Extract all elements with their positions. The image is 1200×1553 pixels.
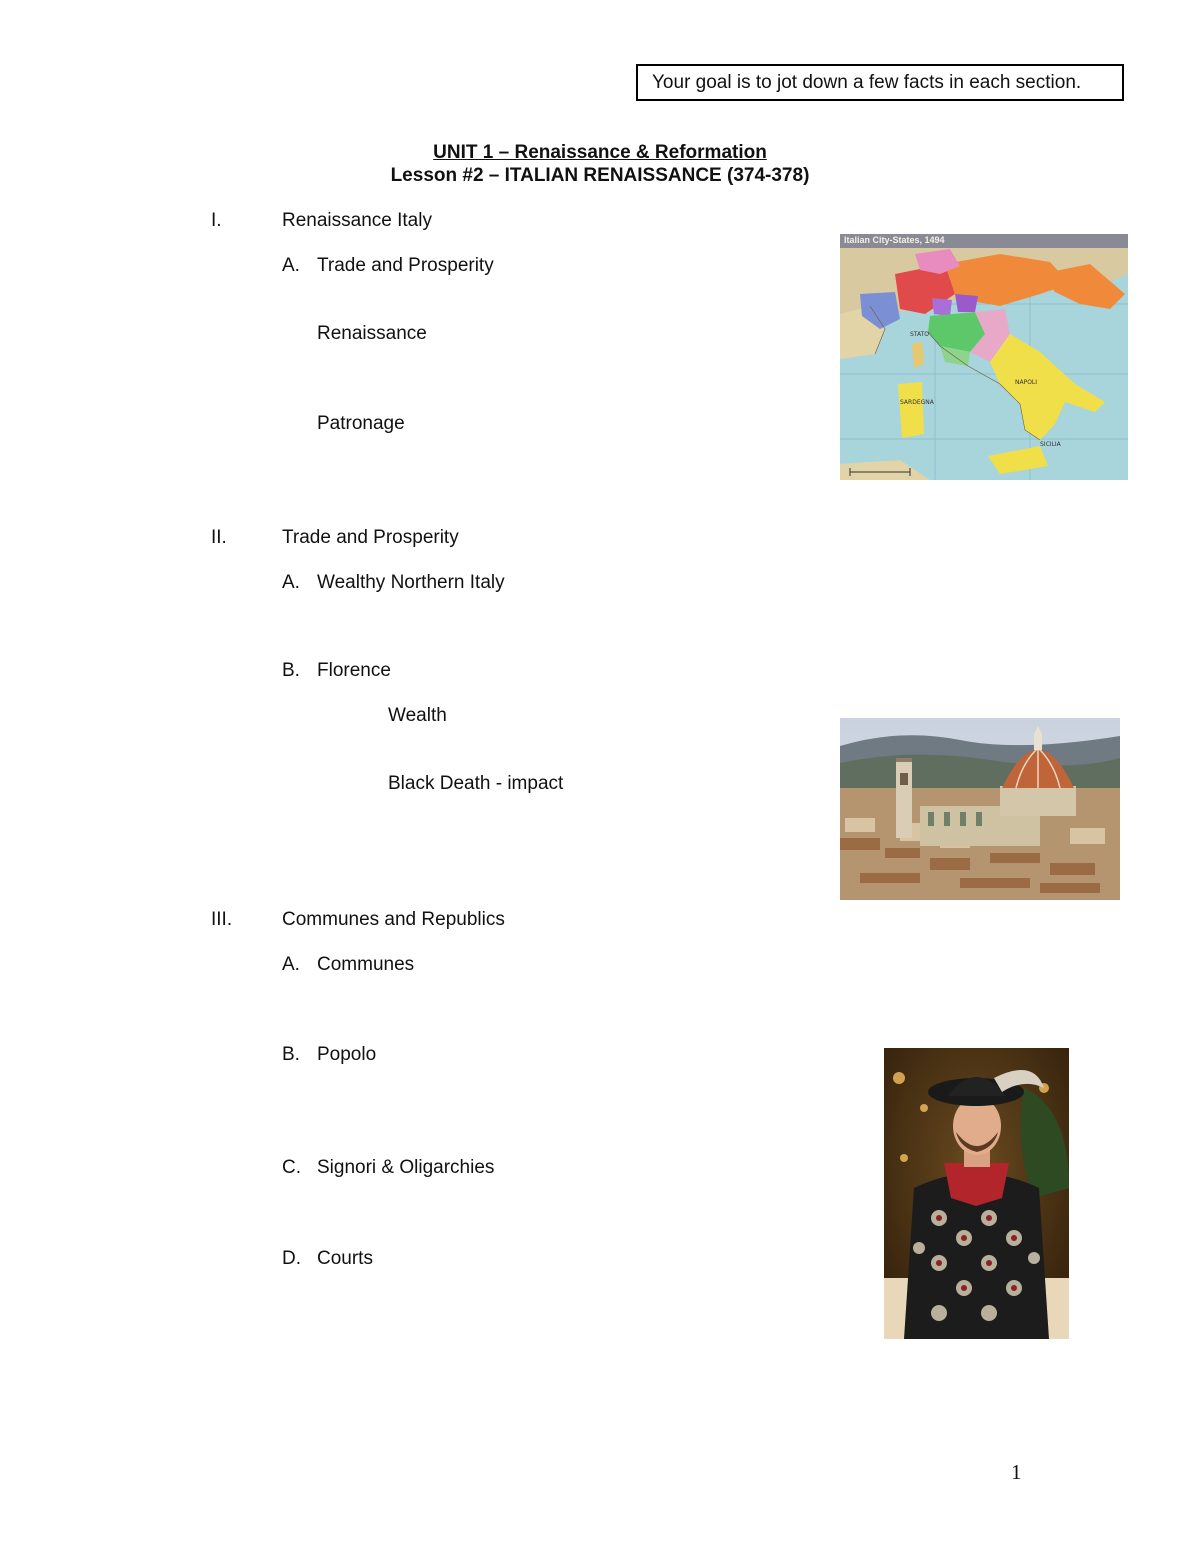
renaissance-costume-photo (884, 1048, 1069, 1339)
section-1-item-a-label: Trade and Prosperity (317, 255, 494, 276)
svg-text:SICILIA: SICILIA (1040, 441, 1061, 448)
goal-note-box (636, 64, 1124, 101)
goal-note-text: Your goal is to jot down a few facts in each section. (652, 72, 1082, 93)
section-2-note-wealth: Wealth (388, 705, 447, 726)
section-3-item-b-letter: B. (282, 1044, 300, 1065)
map-caption: Italian City-States, 1494 (844, 235, 945, 245)
svg-text:NAPOLI: NAPOLI (1015, 379, 1038, 386)
section-3-item-c-label: Signori & Oligarchies (317, 1157, 495, 1178)
section-2-numeral: II. (211, 527, 227, 548)
section-2-item-a-label: Wealthy Northern Italy (317, 572, 505, 593)
section-3-item-d-label: Courts (317, 1248, 373, 1269)
section-2-item-b-letter: B. (282, 660, 300, 681)
unit-title: UNIT 1 – Renaissance & Reformation (433, 142, 767, 163)
section-2-title: Trade and Prosperity (282, 527, 459, 548)
section-2-item-a-letter: A. (282, 572, 300, 593)
section-1-title: Renaissance Italy (282, 210, 432, 231)
section-3-item-a-letter: A. (282, 954, 300, 975)
section-1-item-a-letter: A. (282, 255, 300, 276)
section-1-numeral: I. (211, 210, 222, 231)
page-number: 1 (1011, 1460, 1022, 1484)
italy-city-states-map-image (840, 234, 1128, 480)
svg-text:STATO: STATO (910, 331, 930, 338)
lesson-title: Lesson #2 – ITALIAN RENAISSANCE (374-378) (390, 165, 810, 186)
section-3-item-b-label: Popolo (317, 1044, 377, 1065)
section-3-item-d-letter: D. (282, 1248, 301, 1269)
section-3-title: Communes and Republics (282, 909, 505, 930)
section-2-item-b-label: Florence (317, 660, 391, 681)
section-3-item-c-letter: C. (282, 1157, 301, 1178)
section-1-note-renaissance: Renaissance (317, 323, 427, 344)
section-2-note-black-death: Black Death - impact (388, 773, 564, 794)
section-3-numeral: III. (211, 909, 233, 930)
section-3-item-a-label: Communes (317, 954, 415, 975)
section-1-note-patronage: Patronage (317, 413, 405, 434)
svg-text:SARDEGNA: SARDEGNA (900, 399, 934, 406)
florence-duomo-photo (840, 718, 1120, 900)
